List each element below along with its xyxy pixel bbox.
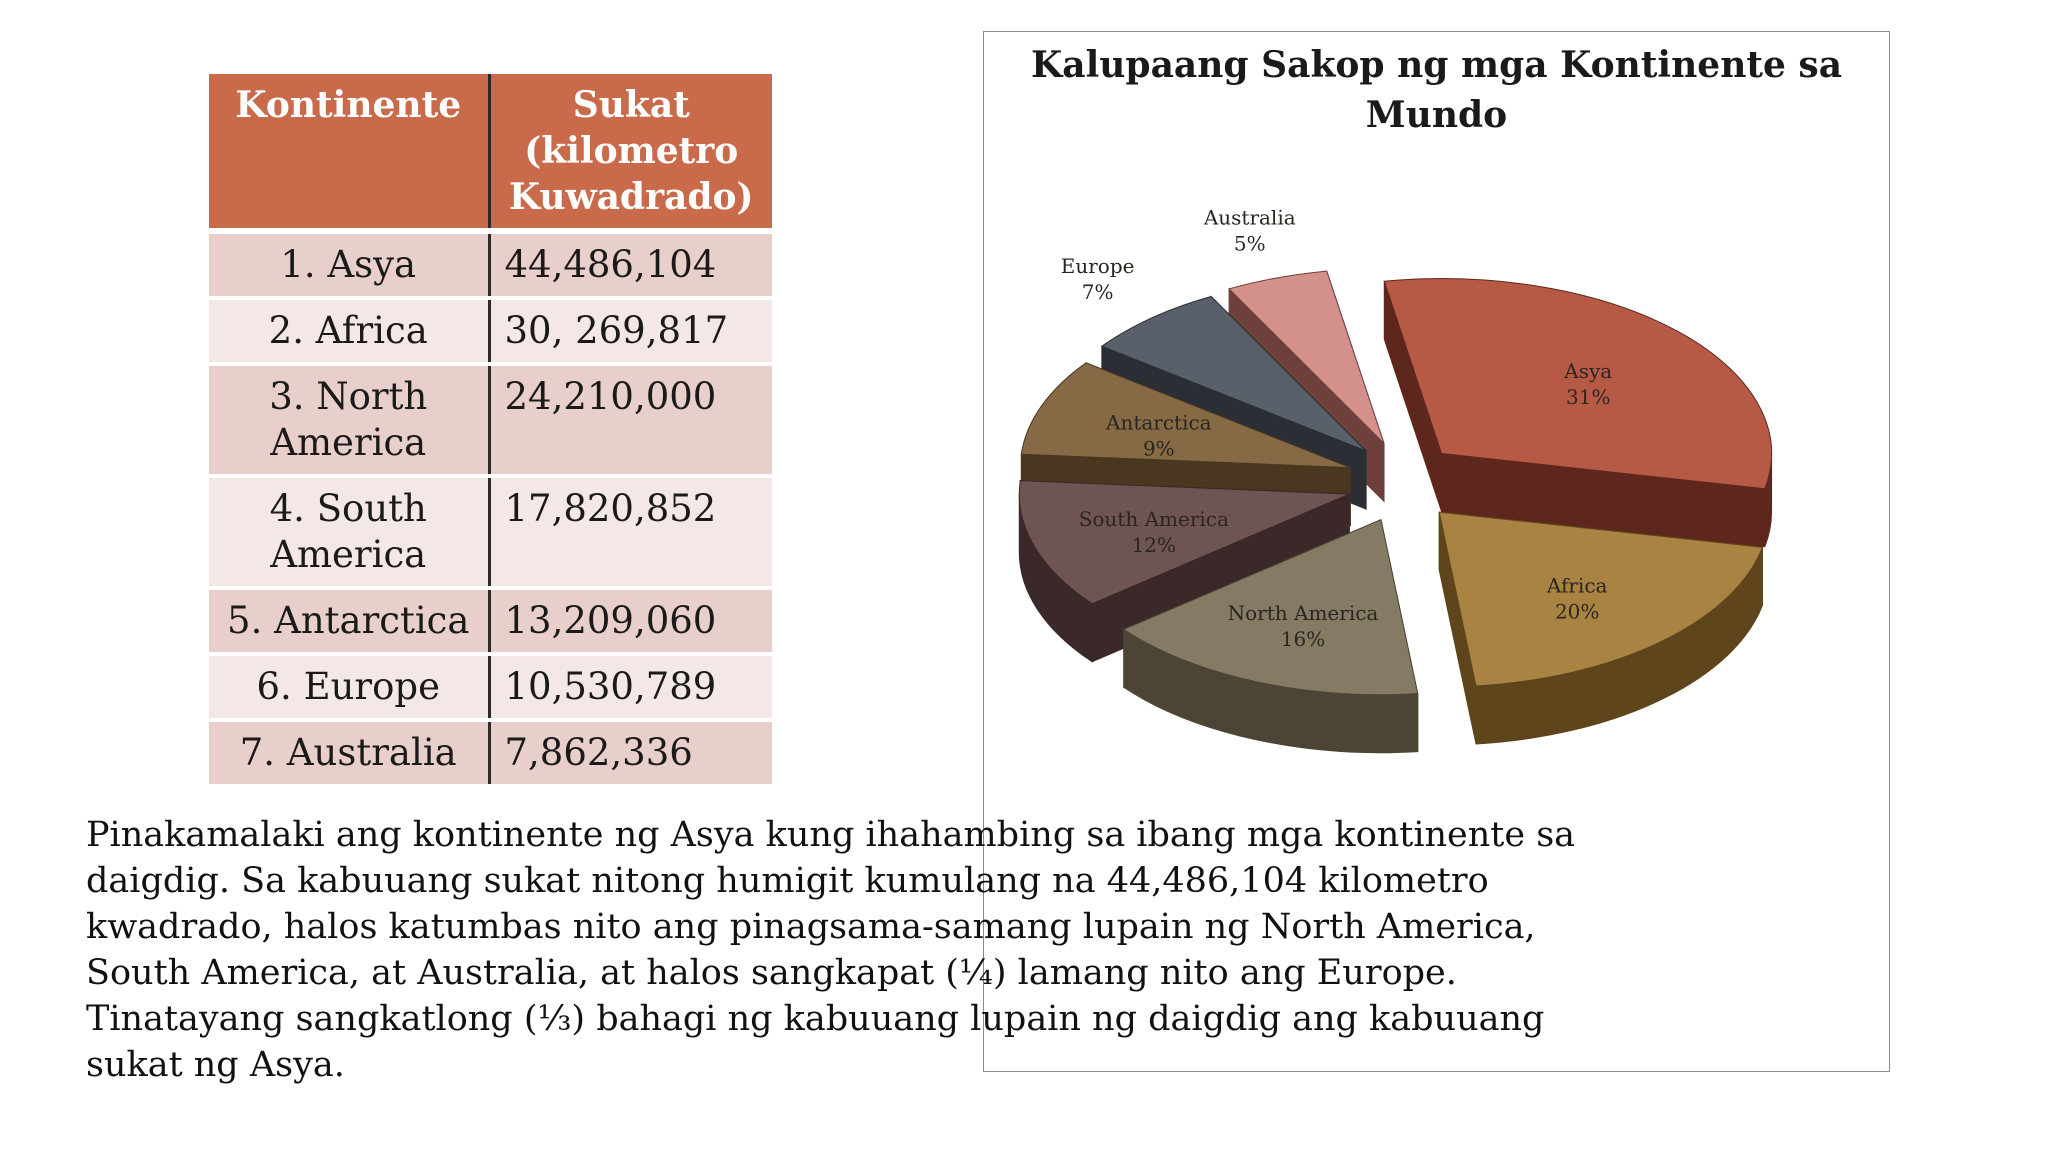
table-row <box>209 654 772 720</box>
row-area-value: 44,486,104 <box>489 231 772 298</box>
table-row <box>209 364 772 476</box>
table-row <box>209 298 772 364</box>
table-row <box>209 720 772 784</box>
description-paragraph: Pinakamalaki ang kontinente ng Asya kung ihahambing sa ibang mga kontinente sa daigdig. Sa kabuuang sukat nitong humigit kumulang na 44,486,104 kilometro kwadrado, halos katumbas nito ang pinagsama-samang lupain ng North America, South America, at Australia, at halos sangkapat (¼) lamang nito ang Europe. Tinatayang sangkatlong (⅓) bahagi ng kabuuang lupain ng daigdig ang kabuuang sukat ng Asya. <box>86 815 1576 1085</box>
row-continent-name: 7. Australia <box>209 720 489 784</box>
pie-label-north-america: North America <box>1227 601 1379 626</box>
row-continent-name: 1. Asya <box>209 231 489 298</box>
pie-label-asya: Asya <box>1564 358 1613 383</box>
row-area-value: 7,862,336 <box>489 720 772 784</box>
pie-percent-australia: 5% <box>1233 231 1266 256</box>
table-row <box>209 476 772 588</box>
row-continent-name: 2. Africa <box>209 298 489 364</box>
header-area: Sukat (kilometro Kuwadrado) <box>489 74 772 231</box>
table-row <box>209 231 772 298</box>
continent-area-table <box>209 74 772 784</box>
pie-label-south-america: South America <box>1078 507 1229 532</box>
row-continent-name: 4. South America <box>209 476 489 588</box>
pie-percent-asya: 31% <box>1566 384 1611 409</box>
pie-label-australia: Australia <box>1203 205 1296 230</box>
row-continent-name: 5. Antarctica <box>209 588 489 654</box>
row-continent-name: 3. North America <box>209 364 489 476</box>
row-area-value: 10,530,789 <box>489 654 772 720</box>
pie-percent-north-america: 16% <box>1280 627 1326 652</box>
pie-percent-africa: 20% <box>1554 599 1600 624</box>
chart-title-line-2: Mundo <box>1365 94 1508 136</box>
header-continent: Kontinente <box>209 74 489 231</box>
row-area-value: 17,820,852 <box>489 476 772 588</box>
pie-label-africa: Africa <box>1546 573 1608 598</box>
pie-percent-europe: 7% <box>1081 279 1114 304</box>
chart-title-line-1: Kalupaang Sakop ng mga Kontinente sa <box>1030 44 1843 86</box>
pie-label-europe: Europe <box>1060 253 1135 278</box>
pie-label-antarctica: Antarctica <box>1106 410 1212 435</box>
row-area-value: 13,209,060 <box>489 588 772 654</box>
table-header-row <box>209 74 772 231</box>
row-area-value: 24,210,000 <box>489 364 772 476</box>
table-row <box>209 588 772 654</box>
row-continent-name: 6. Europe <box>209 654 489 720</box>
pie-percent-south-america: 12% <box>1131 533 1177 558</box>
row-area-value: 30, 269,817 <box>489 298 772 364</box>
pie-percent-antarctica: 9% <box>1142 436 1175 461</box>
